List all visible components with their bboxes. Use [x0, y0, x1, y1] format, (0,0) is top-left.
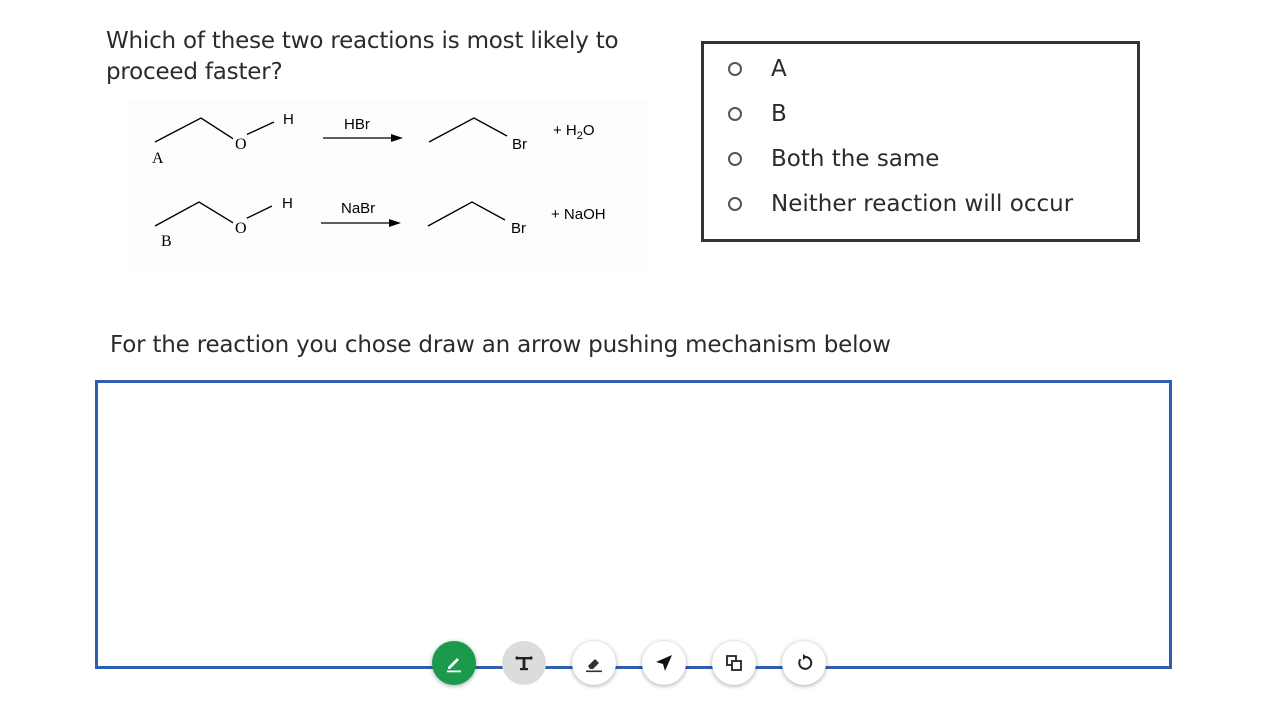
reaction-b-label: B	[161, 233, 172, 250]
text-tool-button[interactable]	[502, 641, 546, 685]
pointer-arrow-icon	[653, 652, 675, 674]
reaction-a-reagent: HBr	[344, 116, 370, 133]
reaction-b-product-br: Br	[511, 220, 526, 237]
reaction-a	[152, 111, 595, 167]
choice-b[interactable]	[728, 97, 787, 131]
radio-button-icon[interactable]	[728, 107, 742, 121]
question-text: Which of these two reactions is most likely to proceed faster?	[106, 28, 619, 85]
radio-button-icon[interactable]	[728, 197, 742, 211]
radio-button-icon[interactable]	[728, 62, 742, 76]
drawing-canvas[interactable]	[95, 380, 1172, 669]
shapes-tool-button[interactable]	[712, 641, 756, 685]
shapes-icon	[723, 652, 745, 674]
pointer-tool-button[interactable]	[642, 641, 686, 685]
choice-label: B	[771, 101, 787, 127]
reaction-a-label: A	[152, 150, 164, 167]
choice-label: A	[771, 56, 787, 82]
reaction-a-hydrogen: H	[283, 111, 294, 128]
eraser-tool-button[interactable]	[572, 641, 616, 685]
undo-tool-button[interactable]	[782, 641, 826, 685]
drawing-prompt: For the reaction you chose draw an arrow pushing mechanism below	[110, 332, 891, 358]
reaction-b-hydrogen: H	[282, 195, 293, 212]
choice-both-the-same[interactable]	[728, 142, 939, 176]
answer-choices	[701, 41, 1140, 242]
text-tool-icon	[513, 652, 535, 674]
reaction-b-reagent: NaBr	[341, 200, 376, 217]
reaction-a-byproduct: + $H_2O$	[553, 122, 595, 142]
choice-neither[interactable]	[728, 187, 1073, 221]
choice-label: Neither reaction will occur	[771, 191, 1074, 217]
choice-a[interactable]	[728, 52, 787, 86]
reaction-a-oxygen: O	[235, 136, 247, 153]
reaction-scheme-image	[127, 100, 648, 270]
eraser-icon	[583, 652, 605, 674]
reaction-b	[155, 195, 606, 250]
reaction-b-byproduct: + NaOH	[551, 206, 606, 223]
undo-icon	[793, 652, 815, 674]
reaction-b-oxygen: O	[235, 220, 247, 237]
radio-button-icon[interactable]	[728, 152, 742, 166]
pen-icon	[443, 652, 465, 674]
pen-tool-button[interactable]	[432, 641, 476, 685]
reaction-a-product-br: Br	[512, 136, 527, 153]
choice-label: Both the same	[771, 146, 940, 172]
